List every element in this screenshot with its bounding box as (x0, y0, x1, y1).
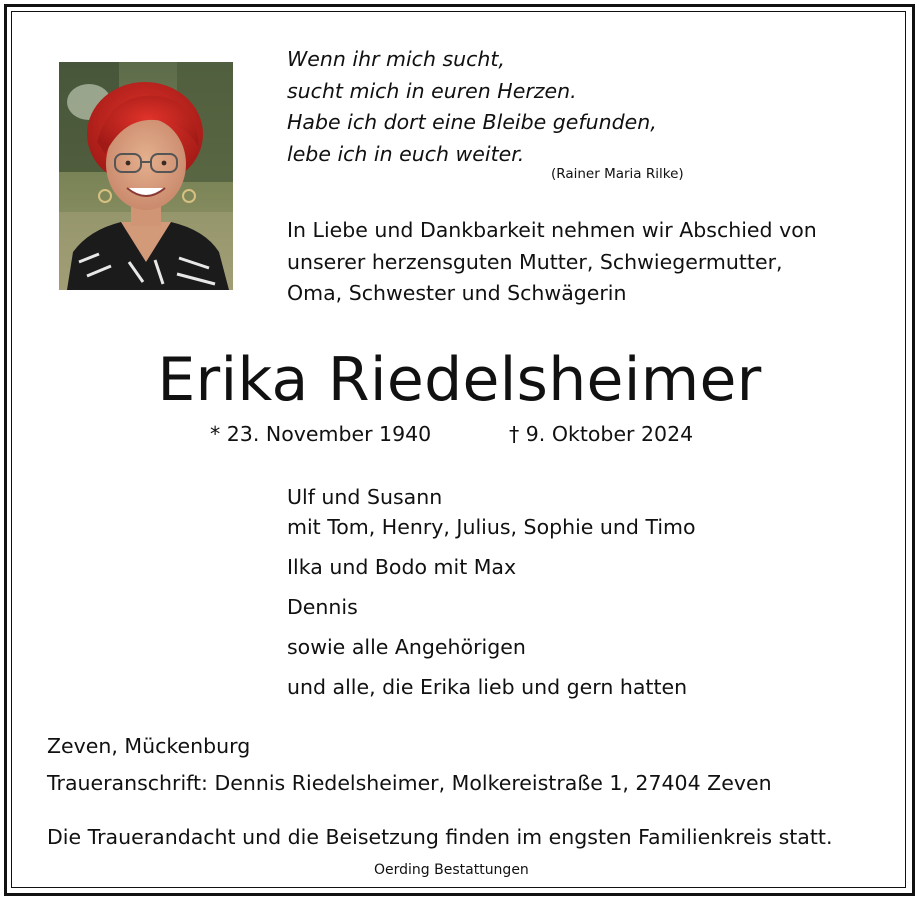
intro-text (287, 215, 817, 310)
location: Zeven, Mückenburg (47, 734, 251, 758)
intro-line: Oma, Schwester und Schwägerin (287, 281, 627, 305)
poem-author: (Rainer Maria Rilke) (551, 166, 684, 182)
intro-line: unserer herzensguten Mutter, Schwiegermutter, (287, 249, 783, 274)
family-line: Ulf und Susann (287, 485, 443, 509)
deceased-name: Erika Riedelsheimer (157, 345, 762, 415)
poem (287, 44, 657, 170)
funeral-notice: Die Trauerandacht und die Beisetzung finden im engsten Familienkreis statt. (47, 825, 833, 849)
undertaker: Oerding Bestattungen (374, 862, 529, 878)
family-line: Dennis (287, 595, 358, 619)
poem-line: lebe ich in euch weiter. (287, 141, 525, 166)
intro-line: In Liebe und Dankbarkeit nehmen wir Abschied von (287, 218, 817, 242)
family-line: sowie alle Angehörigen (287, 635, 526, 659)
poem-line: Habe ich dort eine Bleibe gefunden, (287, 110, 657, 134)
family-line: und alle, die Erika lieb und gern hatten (287, 675, 688, 699)
mourning-address: Traueranschrift: Dennis Riedelsheimer, Molkereistraße 1, 27404 Zeven (47, 771, 772, 795)
poem-line: Wenn ihr mich sucht, (287, 47, 505, 71)
family-line: mit Tom, Henry, Julius, Sophie und Timo (287, 515, 696, 539)
portrait-photo (59, 62, 233, 290)
poem-line: sucht mich in euren Herzen. (287, 78, 577, 103)
death-date: † 9. Oktober 2024 (509, 422, 694, 446)
family-line: Ilka und Bodo mit Max (287, 555, 517, 579)
birth-date: * 23. November 1940 (210, 422, 432, 446)
